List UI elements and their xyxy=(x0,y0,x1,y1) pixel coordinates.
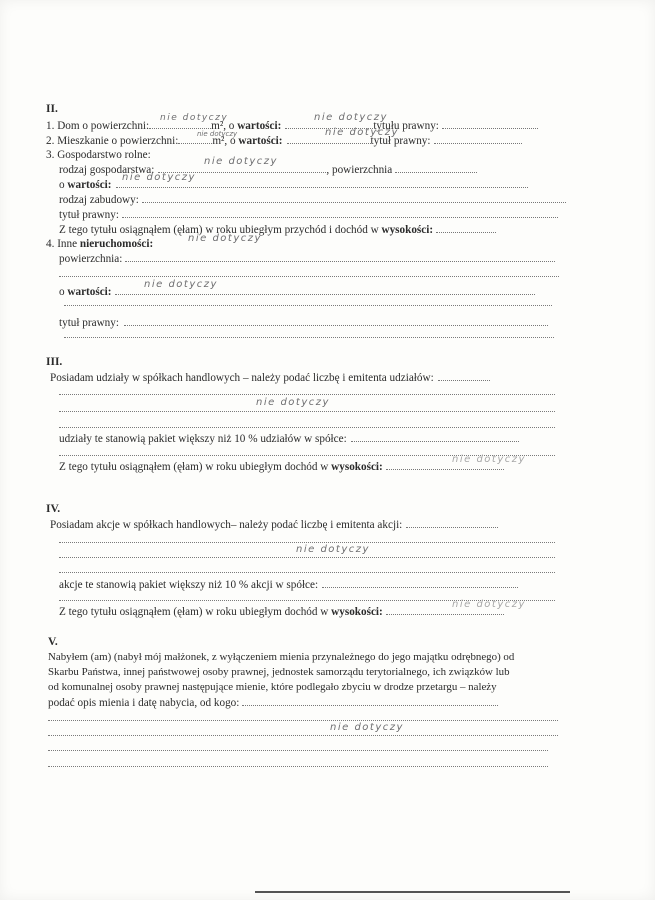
ii-1-title-label: tytułu prawny: xyxy=(373,120,439,132)
section-ii-heading: II. xyxy=(46,103,58,115)
ii-line-4 xyxy=(46,238,153,251)
v-paragraph-line-3: od komunalnej osoby prawnej następujące mienie, które podlegało zbyciu w drodze przetargu – należy xyxy=(48,681,497,693)
section-iii-heading: III. xyxy=(46,356,63,368)
ii-1-value-label: wartości: xyxy=(237,120,282,132)
ii-2-value-label: wartości: xyxy=(238,135,283,147)
section-v-heading: V. xyxy=(48,636,58,648)
ii-3-building xyxy=(59,193,566,207)
ii-3-title-label: tytuł prawny: xyxy=(59,209,119,221)
iii-line-1 xyxy=(50,371,490,385)
v-dotted-line-4 xyxy=(48,766,548,767)
iv-packet-label: akcje te stanowią pakiet większy niż 10 % akcji w spółce: xyxy=(59,579,319,591)
v-paragraph-line-2: Skarbu Państwa, innej państwowej osoby prawnej, jednostek samorządu terytorialnego, ich związków lub xyxy=(48,666,510,678)
ii-3-income-label: Z tego tytułu osiągnąłem (ęłam) w roku ubiegłym przychód i dochód w xyxy=(59,224,382,236)
ii-3-value-label: wartości: xyxy=(67,179,112,191)
iv-dotted-line-1 xyxy=(59,542,555,543)
ii-4-title xyxy=(59,316,548,330)
ii-4-label-bold: nieruchomości: xyxy=(79,238,154,250)
ii-3-farm-type-handwriting: nie dotyczy xyxy=(204,156,278,167)
v-paragraph-line-4 xyxy=(48,696,498,710)
iii-shares-label: Posiadam udziały w spółkach handlowych – należy podać liczbę i emitenta udziałów: xyxy=(50,372,434,384)
iii-handwriting: nie dotyczy xyxy=(256,397,330,408)
ii-4-title-label: tytuł prawny: xyxy=(59,317,119,329)
ii-3-income-amount-label: wysokości: xyxy=(381,224,434,236)
ii-3-title xyxy=(59,208,558,222)
iii-income-label: Z tego tytułu osiągnąłem (ęłam) w roku ubiegłym dochód w xyxy=(59,461,332,473)
scan-bottom-rule xyxy=(255,891,570,893)
ii-line-3: 3. Gospodarstwo rolne: xyxy=(46,149,151,161)
iv-income-handwriting: nie dotyczy xyxy=(452,599,526,610)
iii-dotted-line-2 xyxy=(59,411,555,412)
iv-line-3 xyxy=(59,605,504,619)
iv-dotted-line-2 xyxy=(59,557,555,558)
v-dotted-line-1 xyxy=(48,720,558,721)
ii-4-dotted-line-1 xyxy=(59,276,559,277)
iii-income-amount-label: wysokości: xyxy=(331,461,383,473)
ii-line-1 xyxy=(46,119,538,133)
ii-3-o: o xyxy=(59,179,68,191)
ii-4-area xyxy=(59,252,555,266)
iii-packet-label: udziały te stanowią pakiet większy niż 10 % udziałów w spółce: xyxy=(59,433,347,445)
ii-1-area-handwriting: nie dotyczy xyxy=(160,113,229,123)
v-description-label: podać opis mienia i datę nabycia, od kogo: xyxy=(48,697,240,709)
ii-1-unit: m², o xyxy=(211,120,238,132)
ii-1-label: 1. Dom o powierzchni: xyxy=(46,120,150,132)
ii-4-value-label: wartości: xyxy=(67,286,112,298)
v-dotted-line-3 xyxy=(48,750,548,751)
iv-stocks-label: Posiadam akcje w spółkach handlowych– należy podać liczbę i emitenta akcji: xyxy=(50,519,403,531)
ii-4-dotted-line-3 xyxy=(64,337,554,338)
ii-4-value-handwriting: nie dotyczy xyxy=(144,279,218,290)
ii-3-building-label: rodzaj zabudowy: xyxy=(59,194,139,206)
ii-2-label: 2. Mieszkanie o powierzchni: xyxy=(46,135,179,147)
ii-4-label: 4. Inne xyxy=(46,238,80,250)
v-handwriting: nie dotyczy xyxy=(330,722,404,733)
iv-line-2 xyxy=(59,578,518,592)
ii-4-value xyxy=(59,285,535,299)
ii-2-value-handwriting: nie dotyczy xyxy=(325,127,399,138)
ii-4-dotted-line-2 xyxy=(64,305,552,306)
iii-line-2 xyxy=(59,432,519,446)
ii-line-2 xyxy=(46,134,522,148)
ii-4-area-label: powierzchnia: xyxy=(59,253,123,265)
v-paragraph-line-1: Nabyłem (am) (nabył mój małżonek, z wyłączeniem mienia przynależnego do jego majątku odrębnego) od xyxy=(48,651,515,663)
ii-4-o: o xyxy=(59,286,68,298)
iii-income-handwriting: nie dotyczy xyxy=(452,454,526,465)
iv-handwriting: nie dotyczy xyxy=(296,544,370,555)
ii-2-title-label: tytuł prawny: xyxy=(370,135,431,147)
iv-dotted-line-3 xyxy=(59,572,555,573)
iii-dotted-line-1 xyxy=(59,394,555,395)
iv-income-amount-label: wysokości: xyxy=(331,606,383,618)
ii-3-income xyxy=(59,223,496,237)
ii-3-farm-type-label: rodzaj gospodarstwa: xyxy=(59,164,155,176)
ii-3-value-handwriting: nie dotyczy xyxy=(122,172,196,183)
iv-line-1 xyxy=(50,518,498,532)
ii-3-area-label: , powierzchnia xyxy=(326,164,393,176)
ii-2-area-handwriting: nie dotyczy xyxy=(197,130,238,138)
iii-line-3 xyxy=(59,460,504,474)
ii-1-value-handwriting: nie dotyczy xyxy=(314,112,388,123)
iv-income-label: Z tego tytułu osiągnąłem (ęłam) w roku ubiegłym dochód w xyxy=(59,606,332,618)
v-dotted-line-2 xyxy=(48,735,558,736)
ii-2-unit: m², o xyxy=(212,135,239,147)
iii-dotted-line-3 xyxy=(59,427,555,428)
section-iv-heading: IV. xyxy=(46,503,61,515)
ii-4-handwriting: nie dotyczy xyxy=(188,233,262,244)
